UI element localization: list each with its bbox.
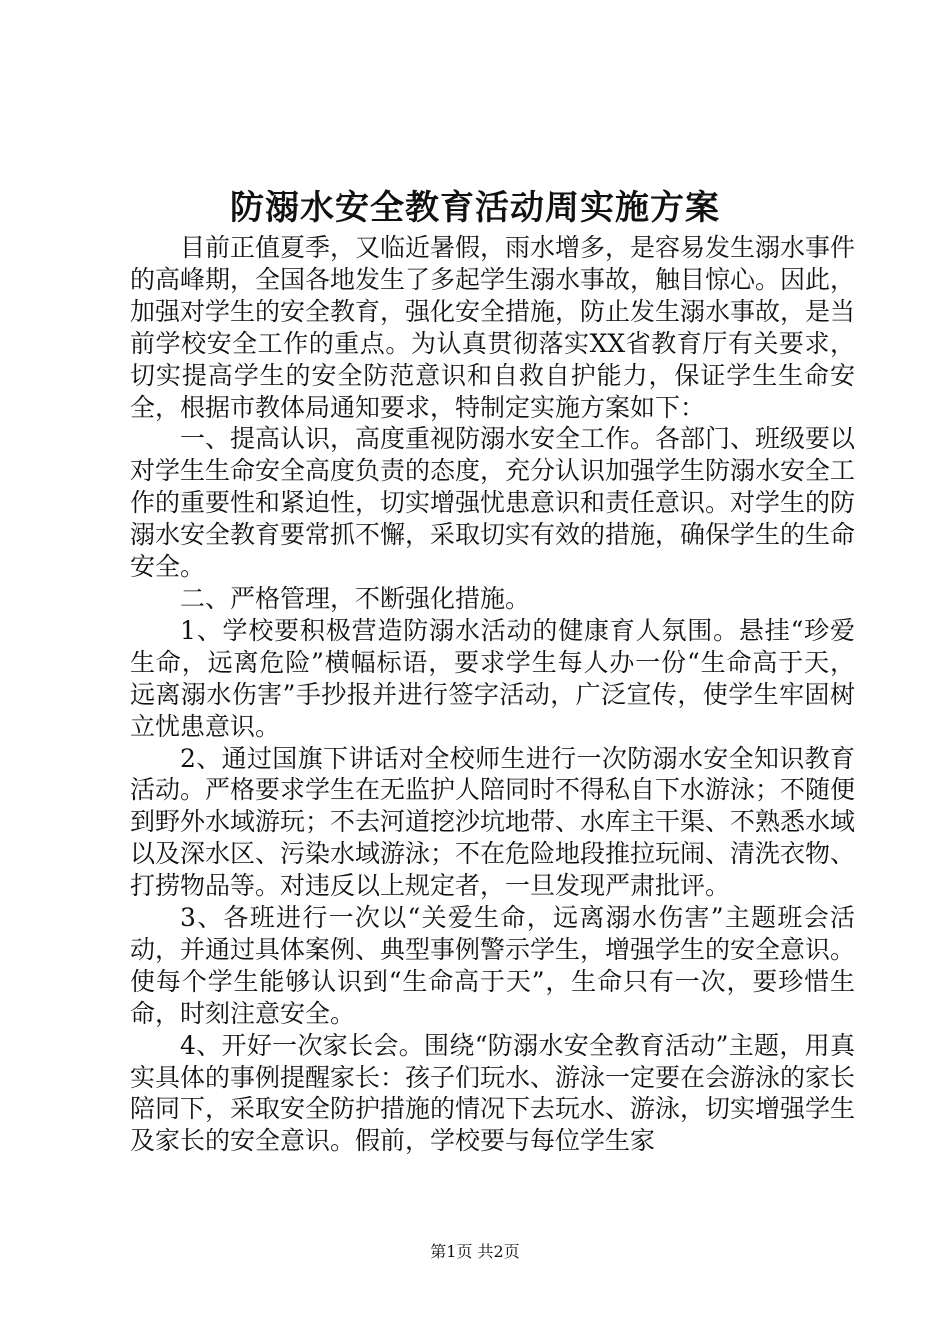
- paragraph-section-1: 一、提高认识，高度重视防溺水安全工作。各部门、班级要以对学生生命安全高度负责的态度，充分认识加强学生防溺水安全工作的重要性和紧迫性，切实增强忧患意识和责任意识。对学生的防溺水安全教育要常抓不懈，采取切实有效的措施，确保学生的生命安全。: [130, 424, 856, 582]
- paragraph-item-2: 2、通过国旗下讲话对全校师生进行一次防溺水安全知识教育活动。严格要求学生在无监护人陪同时不得私自下水游泳；不随便到野外水域游玩；不去河道挖沙坑地带、水库主干渠、不熟悉水域以及深水区、污染水域游泳；不在危险地段推拉玩闹、清洗衣物、打捞物品等。对违反以上规定者，一旦发现严肃批评。: [130, 743, 856, 901]
- paragraph-intro: 目前正值夏季，又临近暑假，雨水增多，是容易发生溺水事件的高峰期，全国各地发生了多起学生溺水事故，触目惊心。因此，加强对学生的安全教育，强化安全措施，防止发生溺水事故，是当前学校安全工作的重点。为认真贯彻落实XX省教育厅有关要求，切实提高学生的安全防范意识和自救自护能力，保证学生生命安全，根据市教体局通知要求，特制定实施方案如下：: [130, 233, 856, 422]
- page-number-footer: 第1页 共2页: [430, 1242, 520, 1261]
- paragraph-item-4: 4、开好一次家长会。围绕“防溺水安全教育活动”主题，用真实具体的事例提醒家长：孩子们玩水、游泳一定要在会游泳的家长陪同下，采取安全防护措施的情况下去玩水、游泳，切实增强学生及家长的安全意识。假前，学校要与每位学生家: [130, 1030, 856, 1156]
- paragraph-section-2: 二、严格管理，不断强化措施。: [180, 583, 531, 613]
- document-body: [130, 232, 855, 1157]
- document-title: 防溺水安全教育活动周实施方案: [230, 188, 720, 228]
- paragraph-item-1: 1、学校要积极营造防溺水活动的健康育人氛围。悬挂“珍爱生命，远离危险”横幅标语，要求学生每人办一份“生命高于天，远离溺水伤害”手抄报并进行签字活动，广泛宣传，使学生牢固树立忧患意识。: [130, 615, 855, 741]
- paragraph-item-3: 3、各班进行一次以“关爱生命，远离溺水伤害”主题班会活动，并通过具体案例、典型事例警示学生，增强学生的安全意识。使每个学生能够认识到“生命高于天”，生命只有一次，要珍惜生命，时刻注意安全。: [130, 903, 856, 1028]
